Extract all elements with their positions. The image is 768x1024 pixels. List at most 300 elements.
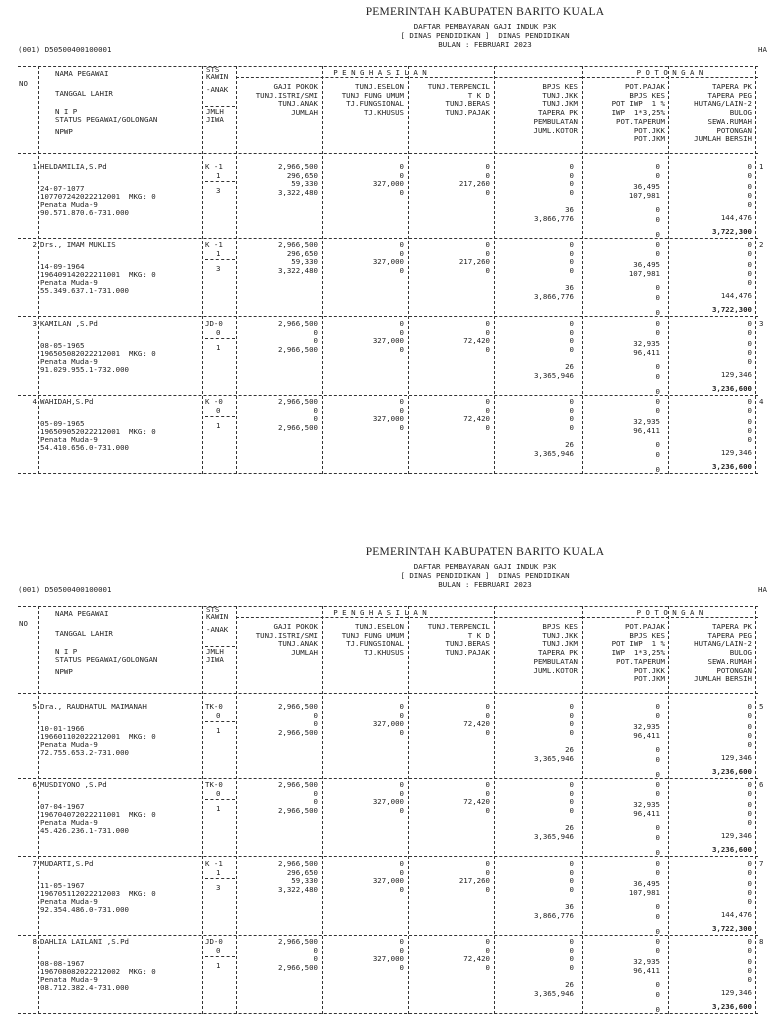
- col-header-tapera: HUTANG/LAIN-2: [694, 639, 752, 649]
- col-header-sts: JMLH: [206, 107, 224, 116]
- terpencil-value: 0: [485, 884, 490, 894]
- row-number: 7: [32, 859, 37, 868]
- col-header-pajak: POT.TAPERUM: [616, 116, 665, 126]
- bpjs-value: 3,365,946: [533, 831, 574, 841]
- col-header-pegawai: TANGGAL LAHIR: [55, 629, 113, 638]
- tapera-value: 0: [747, 260, 752, 269]
- employee-name: Drs., IMAM MUKLIS: [40, 240, 116, 249]
- col-header-tapera: SEWA.RUMAH: [707, 116, 752, 126]
- child-count: 0: [216, 711, 221, 720]
- tapera-value: 0: [747, 945, 752, 955]
- tapera-value: 0: [747, 417, 752, 426]
- deduction-value: 32,935: [633, 957, 660, 966]
- bpjs-value: 0: [569, 719, 574, 729]
- col-header-bpjs: JUML.KOTOR: [533, 665, 578, 675]
- terpencil-value: 0: [485, 945, 490, 955]
- net-pay-total: 3,236,600: [711, 845, 752, 854]
- deduction-value: 32,935: [633, 800, 660, 809]
- tapera-value: 0: [747, 867, 752, 877]
- col-header-pajak: POT IWP 1 %: [611, 639, 665, 649]
- eselon-value: 0: [399, 422, 404, 432]
- col-header-pegawai: NPWP: [55, 127, 73, 136]
- tapera-value: 129,346: [720, 370, 752, 379]
- col-header-bpjs: TUNJ.JKK: [542, 90, 578, 100]
- employee-npwp: 92.354.486.0-731.000: [40, 905, 129, 914]
- gaji-value: 2,966,500: [277, 859, 318, 868]
- tapera-value: 0: [747, 788, 752, 798]
- eselon-value: 0: [399, 319, 404, 328]
- bpjs-value: 0: [569, 344, 574, 354]
- sts-subrule: [205, 259, 235, 260]
- bpjs-value: 26: [565, 362, 574, 371]
- tapera-value: 0: [747, 966, 752, 975]
- gaji-value: 59,330: [291, 257, 318, 267]
- tapera-value: 0: [747, 426, 752, 435]
- employee-nip: 107707242022212001 MKG: 0: [40, 192, 156, 201]
- gaji-value: 0: [313, 336, 318, 346]
- page-subtitle: DAFTAR PEMBAYARAN GAJI INDUK P3K: [413, 562, 557, 571]
- col-sts-divider: [236, 606, 237, 1014]
- deduction-value: 0: [655, 465, 660, 474]
- employee-nip: 196509052022212001 MKG: 0: [40, 427, 156, 436]
- gaji-value: 2,966,500: [277, 702, 318, 711]
- col-header-terpencil: TUNJ.BERAS: [445, 639, 490, 649]
- eselon-value: 0: [399, 710, 404, 720]
- sts-subrule: [205, 416, 235, 417]
- deduction-value: 0: [655, 770, 660, 779]
- tapera-value: 0: [747, 937, 752, 946]
- col-header-pegawai: NAMA PEGAWAI: [55, 69, 109, 78]
- payroll-page: [0, 8, 768, 478]
- eselon-value: 0: [399, 702, 404, 711]
- bpjs-value: 0: [569, 248, 574, 258]
- bpjs-value: 0: [569, 240, 574, 249]
- deduction-value: 0: [655, 387, 660, 396]
- col-header-pajak: POT.PAJAK: [624, 82, 665, 91]
- terpencil-value: 217,260: [458, 257, 490, 267]
- col-header-pajak: BPJS KES: [629, 90, 665, 100]
- deduction-value: 0: [655, 319, 660, 328]
- tapera-value: 0: [747, 879, 752, 888]
- bpjs-value: 0: [569, 319, 574, 328]
- tapera-value: 0: [747, 710, 752, 720]
- bpjs-value: 26: [565, 745, 574, 754]
- bpjs-value: 0: [569, 397, 574, 406]
- tapera-value: 0: [747, 435, 752, 444]
- page-title: PEMERINTAH KABUPATEN BARITO KUALA: [365, 546, 605, 558]
- bpjs-value: 0: [569, 788, 574, 798]
- bpjs-value: 0: [569, 780, 574, 789]
- terpencil-value: 0: [485, 162, 490, 171]
- tapera-value: 0: [747, 339, 752, 348]
- deduction-value: 0: [655, 848, 660, 857]
- bpjs-value: 0: [569, 797, 574, 807]
- col-header-gaji: GAJI POKOK: [273, 622, 318, 631]
- side-row-number: 5: [759, 702, 764, 711]
- bpjs-value: 0: [569, 962, 574, 972]
- col-header-pegawai: NAMA PEGAWAI: [55, 609, 109, 618]
- col-header-tapera: POTONGAN: [716, 665, 752, 675]
- col-header-pegawai: NPWP: [55, 667, 73, 676]
- terpencil-value: 0: [485, 859, 490, 868]
- deduction-value: 36,495: [633, 182, 660, 191]
- bpjs-value: 0: [569, 257, 574, 267]
- terpencil-value: 0: [485, 397, 490, 406]
- col-tapera-divider: [755, 606, 756, 1014]
- eselon-value: 327,000: [372, 414, 404, 424]
- gaji-value: 0: [313, 945, 318, 955]
- terpencil-value: 0: [485, 187, 490, 197]
- col-pegawai-divider: [202, 66, 203, 474]
- col-header-gaji: TUNJ.ISTRI/SMI: [255, 90, 318, 100]
- deduction-value: 0: [655, 788, 660, 798]
- bpjs-value: 0: [569, 422, 574, 432]
- net-pay-total: 3,722,300: [711, 305, 752, 314]
- employee-npwp: 08.712.382.4-731.000: [40, 983, 129, 992]
- col-header-pegawai: TANGGAL LAHIR: [55, 89, 113, 98]
- row-number: 3: [32, 319, 37, 328]
- deduction-value: 0: [655, 372, 660, 381]
- net-pay-total: 3,722,300: [711, 924, 752, 933]
- col-header-bpjs: PEMBULATAN: [533, 656, 578, 666]
- terpencil-value: 217,260: [458, 876, 490, 886]
- gaji-value: 2,966,500: [277, 805, 318, 815]
- household-count: 1: [216, 421, 221, 430]
- birth-date: 05-09-1965: [40, 419, 85, 428]
- col-header-sts: STS: [206, 605, 220, 614]
- gaji-value: 2,966,500: [277, 727, 318, 737]
- employee-name: MUSDIYONO ,S.Pd: [40, 780, 107, 789]
- tapera-value: 0: [747, 957, 752, 966]
- deduction-value: 0: [655, 440, 660, 449]
- child-count: 0: [216, 328, 221, 337]
- household-count: 3: [216, 883, 221, 892]
- employee-npwp: 90.571.870.6-731.000: [40, 208, 129, 217]
- deduction-value: 0: [655, 215, 660, 224]
- col-header-eselon: TJ.FUNGSIONAL: [346, 639, 404, 649]
- office-code: (001) D50500400100001: [18, 45, 112, 54]
- eselon-value: 0: [399, 805, 404, 815]
- bpjs-value: 0: [569, 405, 574, 415]
- deduction-value: 0: [655, 327, 660, 337]
- tapera-value: 0: [747, 809, 752, 818]
- col-header-tapera: JUMLAH BERSIH: [694, 674, 752, 684]
- page-title: PEMERINTAH KABUPATEN BARITO KUALA: [365, 6, 605, 18]
- tapera-value: 0: [747, 780, 752, 789]
- header-top-rule: [18, 66, 758, 67]
- employee-name: Dra., RAUDHATUL MAIMANAH: [40, 702, 147, 711]
- terpencil-value: 0: [485, 937, 490, 946]
- net-pay-total: 3,236,600: [711, 767, 752, 776]
- deduction-value: 96,411: [633, 809, 660, 818]
- deduction-value: 32,935: [633, 339, 660, 348]
- col-header-terpencil: TUNJ.BERAS: [445, 99, 490, 109]
- col-header-pegawai: STATUS PEGAWAI/GOLONGAN: [55, 655, 158, 664]
- col-header-bpjs: TUNJ.JKK: [542, 630, 578, 640]
- deduction-value: 0: [655, 945, 660, 955]
- birth-date: 24-07-1077: [40, 184, 85, 193]
- deduction-value: 0: [655, 702, 660, 711]
- gaji-value: 296,650: [286, 867, 318, 877]
- marital-status: TK-0: [205, 780, 223, 789]
- tapera-value: 0: [747, 348, 752, 357]
- deduction-value: 107,981: [628, 191, 660, 200]
- col-header-pajak: IWP 1*3,25%: [611, 108, 665, 118]
- col-header-tapera: TAPERA PEG: [707, 90, 752, 100]
- col-header-pajak: POT.JKK: [633, 665, 665, 675]
- tapera-value: 0: [747, 162, 752, 171]
- col-header-bpjs: BPJS KES: [542, 82, 578, 91]
- col-header-pajak: POT.JKM: [633, 134, 665, 144]
- side-row-number: 4: [759, 397, 764, 406]
- tapera-value: 0: [747, 327, 752, 337]
- col-header-bpjs: JUML.KOTOR: [533, 125, 578, 135]
- deduction-value: 0: [655, 745, 660, 754]
- terpencil-value: 0: [485, 170, 490, 180]
- col-header-pajak: POT.PAJAK: [624, 622, 665, 631]
- bpjs-value: 3,365,946: [533, 370, 574, 380]
- marital-status: JD-0: [205, 319, 223, 328]
- sts-subrule: [205, 181, 235, 182]
- col-header-bpjs: TUNJ.JKM: [542, 99, 578, 109]
- birth-date: 08-05-1965: [40, 341, 85, 350]
- employee-nip: 196708082022212002 MKG: 0: [40, 967, 156, 976]
- tapera-value: 0: [747, 722, 752, 731]
- birth-date: 07-04-1967: [40, 802, 85, 811]
- net-pay-total: 3,236,600: [711, 462, 752, 471]
- gaji-value: 2,966,500: [277, 422, 318, 432]
- child-count: 1: [216, 171, 221, 180]
- col-header-bpjs: BPJS KES: [542, 622, 578, 631]
- bpjs-value: 0: [569, 187, 574, 197]
- tapera-value: 0: [747, 397, 752, 406]
- col-header-pajak: POT IWP 1 %: [611, 99, 665, 109]
- deduction-value: 0: [655, 230, 660, 239]
- terpencil-value: 0: [485, 727, 490, 737]
- gaji-value: 2,966,500: [277, 162, 318, 171]
- col-header-sts: JMLH: [206, 647, 224, 656]
- bpjs-value: 0: [569, 336, 574, 346]
- col-no-divider: [38, 606, 39, 1014]
- employee-name: MUDARTI,S.Pd: [40, 859, 94, 868]
- bpjs-value: 0: [569, 414, 574, 424]
- tapera-value: 0: [747, 248, 752, 258]
- col-header-tapera: TAPERA PK: [711, 622, 752, 631]
- birth-date: 11-05-1967: [40, 881, 85, 890]
- tapera-value: 129,346: [720, 448, 752, 457]
- col-header-terpencil: T K D: [467, 90, 490, 100]
- household-count: 3: [216, 264, 221, 273]
- eselon-value: 0: [399, 962, 404, 972]
- employee-npwp: 72.755.653.2-731.000: [40, 748, 129, 757]
- eselon-value: 0: [399, 327, 404, 337]
- net-pay-total: 3,722,300: [711, 227, 752, 236]
- eselon-value: 0: [399, 397, 404, 406]
- eselon-value: 327,000: [372, 954, 404, 964]
- gaji-value: 0: [313, 797, 318, 807]
- tapera-value: 0: [747, 170, 752, 180]
- col-header-eselon: TUNJ FUNG UMUM: [341, 630, 404, 640]
- tapera-value: 0: [747, 319, 752, 328]
- eselon-value: 0: [399, 884, 404, 894]
- bpjs-value: 0: [569, 727, 574, 737]
- col-header-tapera: TAPERA PK: [711, 82, 752, 91]
- col-header-terpencil: TUNJ.PAJAK: [445, 108, 490, 118]
- gaji-value: 296,650: [286, 170, 318, 180]
- deduction-value: 0: [655, 397, 660, 406]
- tapera-value: 129,346: [720, 988, 752, 997]
- deduction-value: 0: [655, 780, 660, 789]
- eselon-value: 0: [399, 780, 404, 789]
- col-header-gaji: TUNJ.ANAK: [277, 99, 318, 109]
- employee-rank: Penata Muda-9: [40, 200, 98, 209]
- col-header-terpencil: TUNJ.PAJAK: [445, 648, 490, 658]
- col-header-tapera: JUMLAH BERSIH: [694, 134, 752, 144]
- eselon-value: 0: [399, 240, 404, 249]
- net-pay-total: 3,236,600: [711, 1002, 752, 1011]
- bpjs-value: 0: [569, 859, 574, 868]
- col-header-gaji: TUNJ.ANAK: [277, 639, 318, 649]
- gaji-value: 3,322,480: [277, 884, 318, 894]
- gaji-value: 2,966,500: [277, 397, 318, 406]
- tapera-value: 0: [747, 859, 752, 868]
- terpencil-value: 0: [485, 867, 490, 877]
- terpencil-value: 217,260: [458, 179, 490, 189]
- tapera-value: 0: [747, 818, 752, 827]
- terpencil-value: 0: [485, 265, 490, 275]
- deduction-value: 0: [655, 308, 660, 317]
- bpjs-value: 0: [569, 954, 574, 964]
- deduction-value: 0: [655, 405, 660, 415]
- bpjs-value: 0: [569, 937, 574, 946]
- deduction-value: 0: [655, 170, 660, 180]
- gaji-value: 0: [313, 327, 318, 337]
- terpencil-value: 0: [485, 248, 490, 258]
- bpjs-value: 36: [565, 902, 574, 911]
- eselon-value: 327,000: [372, 876, 404, 886]
- tapera-value: 0: [747, 240, 752, 249]
- col-header-tapera: SEWA.RUMAH: [707, 656, 752, 666]
- terpencil-value: 0: [485, 240, 490, 249]
- col-header-sts: -ANAK: [206, 85, 229, 94]
- row-number: 8: [32, 937, 37, 946]
- col-header-tapera: POTONGAN: [716, 125, 752, 135]
- bpjs-value: 26: [565, 823, 574, 832]
- bpjs-value: 0: [569, 327, 574, 337]
- deduction-value: 32,935: [633, 417, 660, 426]
- employee-nip: 196704072022211001 MKG: 0: [40, 810, 156, 819]
- col-sts-divider: [236, 66, 237, 474]
- deduction-value: 0: [655, 450, 660, 459]
- marital-status: K -0: [205, 397, 223, 406]
- employee-nip: 196705112022212003 MKG: 0: [40, 889, 156, 898]
- bpjs-value: 0: [569, 702, 574, 711]
- col-header-bpjs: TAPERA PK: [537, 648, 578, 658]
- period-label: BULAN : FEBRUARI 2023: [438, 40, 532, 49]
- employee-name: WAHIDAH,S.Pd: [40, 397, 94, 406]
- col-header-sts: JIWA: [206, 655, 224, 664]
- employee-npwp: 55.349.637.1-731.000: [40, 286, 129, 295]
- deduction-value: 0: [655, 283, 660, 292]
- office-code: (001) D50500400100001: [18, 585, 112, 594]
- deduction-value: 0: [655, 867, 660, 877]
- gaji-value: 2,966,500: [277, 780, 318, 789]
- tapera-value: 0: [747, 740, 752, 749]
- eselon-value: 0: [399, 937, 404, 946]
- col-header-pajak: POT.JKM: [633, 674, 665, 684]
- col-header-pajak: IWP 1*3,25%: [611, 648, 665, 658]
- sts-subrule: [205, 338, 235, 339]
- tapera-value: 0: [747, 702, 752, 711]
- col-tapera-divider: [755, 66, 756, 474]
- bpjs-value: 3,365,946: [533, 448, 574, 458]
- terpencil-value: 72,420: [463, 414, 490, 424]
- eselon-value: 327,000: [372, 179, 404, 189]
- deduction-value: 0: [655, 162, 660, 171]
- bpjs-value: 3,866,776: [533, 213, 574, 223]
- bpjs-value: 0: [569, 884, 574, 894]
- tapera-value: 0: [747, 975, 752, 984]
- bpjs-value: 36: [565, 205, 574, 214]
- tapera-value: 0: [747, 897, 752, 906]
- employee-rank: Penata Muda-9: [40, 818, 98, 827]
- eselon-value: 0: [399, 945, 404, 955]
- child-count: 0: [216, 406, 221, 415]
- col-header-eselon: TUNJ.ESELON: [355, 622, 404, 631]
- birth-date: 14-09-1964: [40, 262, 85, 271]
- terpencil-value: 72,420: [463, 954, 490, 964]
- deduction-value: 0: [655, 902, 660, 911]
- sts-subrule: [205, 878, 235, 879]
- col-header-sts: JIWA: [206, 115, 224, 124]
- bpjs-value: 0: [569, 162, 574, 171]
- eselon-value: 327,000: [372, 719, 404, 729]
- period-label: BULAN : FEBRUARI 2023: [438, 580, 532, 589]
- deduction-value: 0: [655, 248, 660, 258]
- col-header-bpjs: TUNJ.JKM: [542, 639, 578, 649]
- deduction-value: 0: [655, 362, 660, 371]
- terpencil-value: 72,420: [463, 336, 490, 346]
- deduction-value: 0: [655, 927, 660, 936]
- terpencil-value: 0: [485, 327, 490, 337]
- col-header-tapera: TAPERA PEG: [707, 630, 752, 640]
- terpencil-value: 0: [485, 780, 490, 789]
- eselon-value: 0: [399, 867, 404, 877]
- tapera-value: 144,476: [720, 213, 752, 222]
- row-number: 6: [32, 780, 37, 789]
- deduction-value: 32,935: [633, 722, 660, 731]
- employee-rank: Penata Muda-9: [40, 740, 98, 749]
- side-row-number: 8: [759, 937, 764, 946]
- deduction-value: 0: [655, 859, 660, 868]
- col-header-pegawai: N I P: [55, 647, 78, 656]
- deduction-value: 0: [655, 833, 660, 842]
- employee-rank: Penata Muda-9: [40, 278, 98, 287]
- deduction-value: 0: [655, 755, 660, 764]
- tapera-value: 0: [747, 278, 752, 287]
- deduction-value: 0: [655, 1005, 660, 1014]
- employee-nip: 196505082022212001 MKG: 0: [40, 349, 156, 358]
- employee-npwp: 54.410.656.0-731.000: [40, 443, 129, 452]
- terpencil-value: 0: [485, 788, 490, 798]
- row-number: 2: [32, 240, 37, 249]
- deduction-value: 0: [655, 823, 660, 832]
- bpjs-value: 0: [569, 876, 574, 886]
- department-label: [ DINAS PENDIDIKAN ] DINAS PENDIDIKAN: [400, 31, 570, 40]
- tapera-value: 0: [747, 731, 752, 740]
- col-header-terpencil: TUNJ.TERPENCIL: [427, 622, 490, 631]
- bpjs-value: 0: [569, 170, 574, 180]
